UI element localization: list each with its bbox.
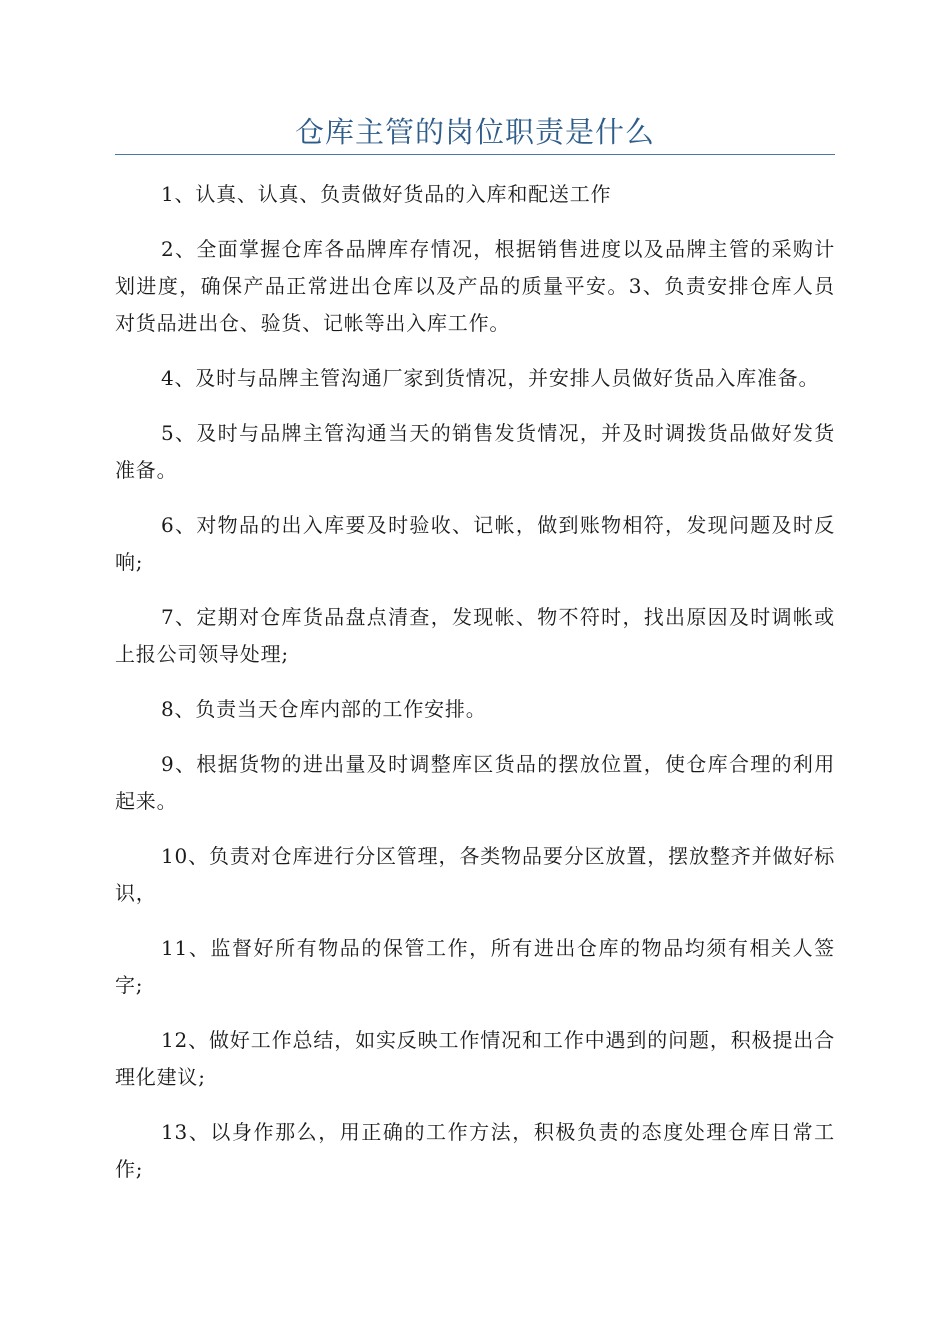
paragraph-2: 2、全面掌握仓库各品牌库存情况，根据销售进度以及品牌主管的采购计划进度，确保产品正常进出仓库以及产品的质量平安。3、负责安排仓库人员对货品进出仓、验货、记帐等出入库工作。 xyxy=(115,237,835,335)
title-underline xyxy=(115,154,835,155)
paragraph-4: 4、及时与品牌主管沟通厂家到货情况，并安排人员做好货品入库准备。 xyxy=(161,366,820,390)
paragraph-6: 6、对物品的出入库要及时验收、记帐，做到账物相符，发现问题及时反响; xyxy=(115,513,835,574)
paragraph-11: 11、监督好所有物品的保管工作，所有进出仓库的物品均须有相关人签字; xyxy=(115,936,835,997)
paragraph-1: 1、认真、认真、负责做好货品的入库和配送工作 xyxy=(161,182,612,206)
paragraph-12: 12、做好工作总结，如实反映工作情况和工作中遇到的问题，积极提出合理化建议; xyxy=(115,1028,835,1089)
paragraph-8: 8、负责当天仓库内部的工作安排。 xyxy=(161,697,487,721)
paragraph-9: 9、根据货物的进出量及时调整库区货品的摆放位置，使仓库合理的利用起来。 xyxy=(115,752,835,813)
document-body xyxy=(115,176,835,1206)
paragraph-5: 5、及时与品牌主管沟通当天的销售发货情况，并及时调拨货品做好发货准备。 xyxy=(115,421,835,482)
document-title: 仓库主管的岗位职责是什么 xyxy=(294,115,655,149)
paragraph-10: 10、负责对仓库进行分区管理，各类物品要分区放置，摆放整齐并做好标识， xyxy=(115,844,835,905)
paragraph-7: 7、定期对仓库货品盘点清查，发现帐、物不符时，找出原因及时调帐或上报公司领导处理; xyxy=(115,605,835,666)
paragraph-13: 13、以身作那么，用正确的工作方法，积极负责的态度处理仓库日常工作; xyxy=(115,1120,835,1181)
